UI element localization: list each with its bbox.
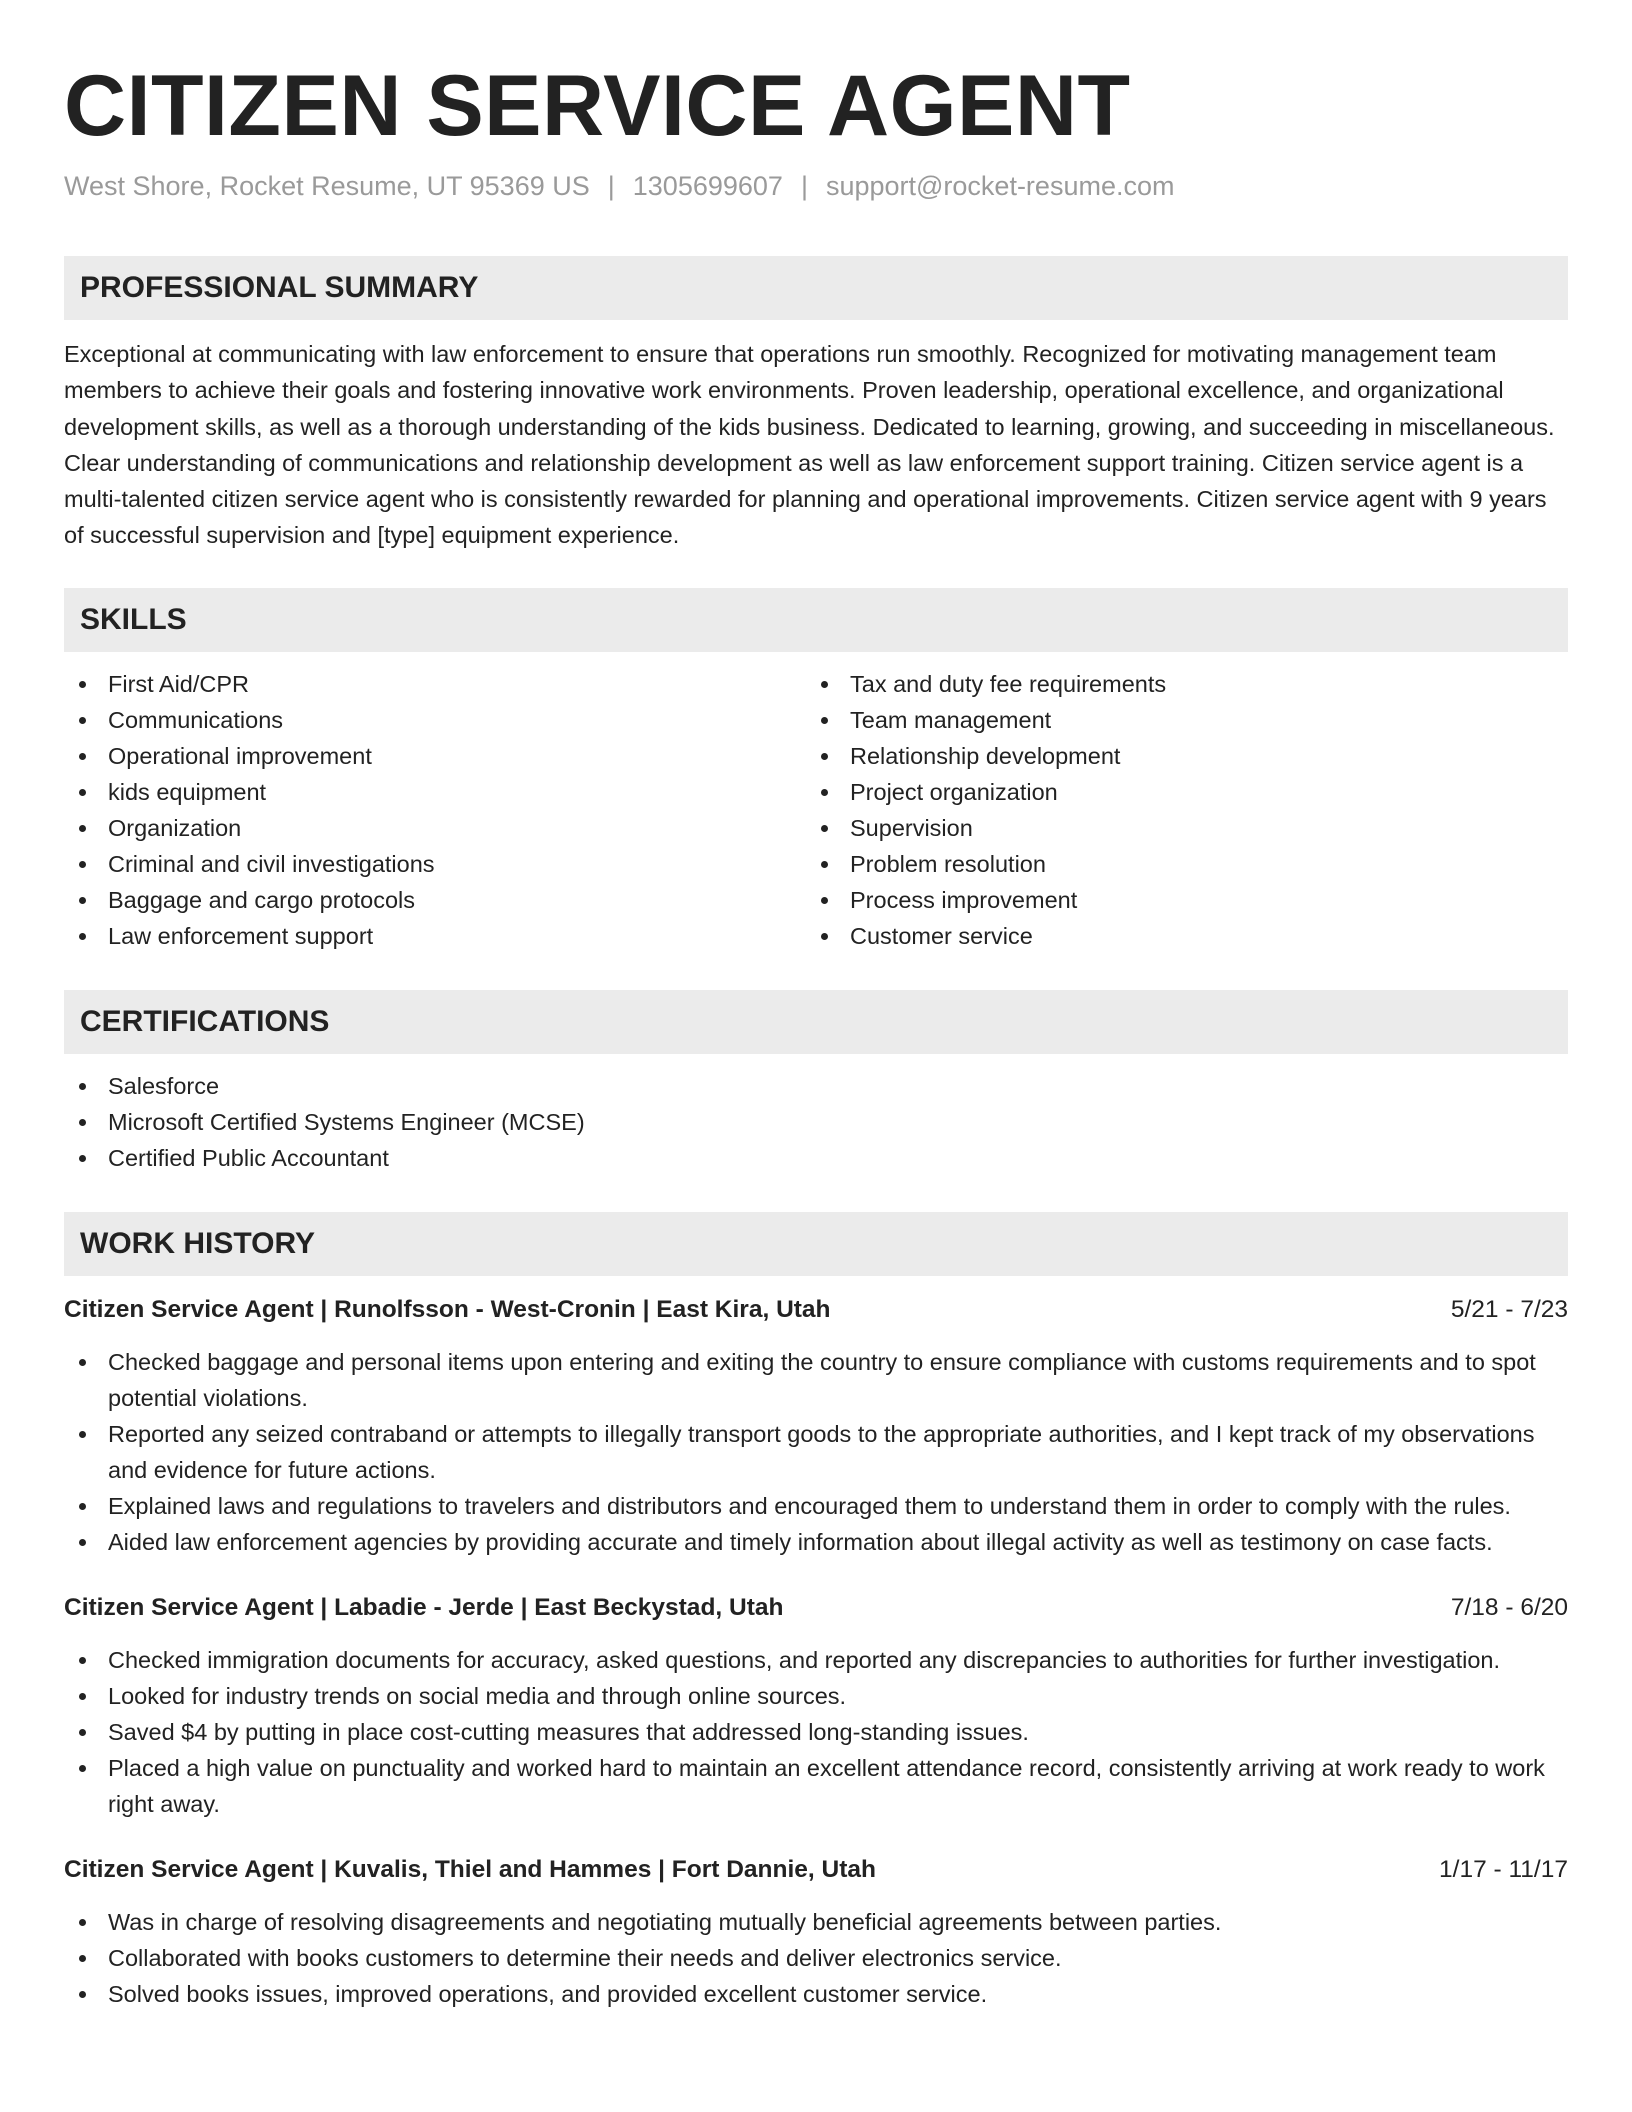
job-duties xyxy=(64,1904,1568,2012)
skills-list-left xyxy=(64,666,806,954)
skill-item: Criminal and civil investigations xyxy=(64,846,806,882)
job-dates: 1/17 - 11/17 xyxy=(1439,1855,1568,1883)
duty-item: Placed a high value on punctuality and worked hard to maintain an excellent attendance record, consistently arriving at work ready to work right away. xyxy=(64,1750,1568,1822)
job-header xyxy=(64,1852,1568,1888)
certifications-list xyxy=(64,1068,1568,1176)
summary-text: Exceptional at communicating with law enforcement to ensure that operations run smoothly. Recognized for motivating management team members to achieve their goals and fostering innovative work environments. Proven leadership, operational excellence, and organizational development skills, as well as a thorough understanding of the kids business. Dedicated to learning, growing, and succeeding in miscellaneous. Clear understanding of communications and relationship development as well as law enforcement support training. Citizen service agent is a multi-talented citizen service agent who is consistently rewarded for planning and operational improvements. Citizen service agent with 9 years of successful supervision and [type] equipment experience. xyxy=(64,341,1555,549)
duty-item: Saved $4 by putting in place cost-cutting measures that addressed long-standing issues. xyxy=(64,1714,1568,1750)
skill-item: Organization xyxy=(64,810,806,846)
skill-item: First Aid/CPR xyxy=(64,666,806,702)
duty-item: Was in charge of resolving disagreements and negotiating mutually beneficial agreements between parties. xyxy=(64,1904,1568,1940)
skill-item: Law enforcement support xyxy=(64,918,806,954)
job-header xyxy=(64,1590,1568,1626)
contact-phone: 1305699607 xyxy=(632,171,783,201)
duty-item: Looked for industry trends on social media and through online sources. xyxy=(64,1678,1568,1714)
skill-item: Process improvement xyxy=(806,882,1548,918)
skills-heading: SKILLS xyxy=(64,588,1568,652)
duty-item: Checked immigration documents for accuracy, asked questions, and reported any discrepancies to authorities for further investigation. xyxy=(64,1642,1568,1678)
job-entry xyxy=(64,1852,1568,2012)
skill-item: Supervision xyxy=(806,810,1548,846)
resume-page xyxy=(64,0,1568,2042)
certifications-heading: CERTIFICATIONS xyxy=(64,990,1568,1054)
summary-heading: PROFESSIONAL SUMMARY xyxy=(64,256,1568,320)
skill-item: Baggage and cargo protocols xyxy=(64,882,806,918)
skill-item: kids equipment xyxy=(64,774,806,810)
skill-item: Tax and duty fee requirements xyxy=(806,666,1548,702)
job-header xyxy=(64,1292,1568,1328)
certification-item: Certified Public Accountant xyxy=(64,1140,1568,1176)
skills-list-right xyxy=(806,666,1548,954)
job-entry xyxy=(64,1590,1568,1822)
duty-item: Checked baggage and personal items upon entering and exiting the country to ensure compliance with customs requirements and to spot potential violations. xyxy=(64,1344,1568,1416)
candidate-title: CITIZEN SERVICE AGENT xyxy=(64,58,1131,154)
job-title: Citizen Service Agent | Labadie - Jerde | East Beckystad, Utah xyxy=(64,1593,784,1621)
duty-item: Aided law enforcement agencies by providing accurate and timely information about illegal activity as well as testimony on case facts. xyxy=(64,1524,1568,1560)
job-duties xyxy=(64,1642,1568,1822)
job-dates: 7/18 - 6/20 xyxy=(1450,1593,1568,1621)
job-dates: 5/21 - 7/23 xyxy=(1450,1295,1568,1323)
certification-item: Salesforce xyxy=(64,1068,1568,1104)
skill-item: Communications xyxy=(64,702,806,738)
certification-item: Microsoft Certified Systems Engineer (MCSE) xyxy=(64,1104,1568,1140)
work-history-heading: WORK HISTORY xyxy=(64,1212,1568,1276)
job-title: Citizen Service Agent | Runolfsson - West-Cronin | East Kira, Utah xyxy=(64,1295,831,1323)
contact-address: West Shore, Rocket Resume, UT 95369 US xyxy=(64,171,590,201)
job-title: Citizen Service Agent | Kuvalis, Thiel and Hammes | Fort Dannie, Utah xyxy=(64,1855,876,1883)
skill-item: Operational improvement xyxy=(64,738,806,774)
job-entry xyxy=(64,1292,1568,1560)
contact-separator: | xyxy=(800,171,808,201)
skill-item: Project organization xyxy=(806,774,1548,810)
duty-item: Explained laws and regulations to travelers and distributors and encouraged them to understand them in order to comply with the rules. xyxy=(64,1488,1568,1524)
job-duties xyxy=(64,1344,1568,1560)
skill-item: Team management xyxy=(806,702,1548,738)
contact-separator: | xyxy=(607,171,615,201)
skills-grid xyxy=(64,652,1568,954)
duty-item: Reported any seized contraband or attempts to illegally transport goods to the appropriate authorities, and I kept track of my observations and evidence for future actions. xyxy=(64,1416,1568,1488)
contact-email: support@rocket-resume.com xyxy=(825,171,1175,201)
duty-item: Collaborated with books customers to determine their needs and deliver electronics service. xyxy=(64,1940,1568,1976)
skill-item: Relationship development xyxy=(806,738,1548,774)
contact-line xyxy=(64,168,1568,204)
skill-item: Problem resolution xyxy=(806,846,1548,882)
skill-item: Customer service xyxy=(806,918,1548,954)
duty-item: Solved books issues, improved operations, and provided excellent customer service. xyxy=(64,1976,1568,2012)
